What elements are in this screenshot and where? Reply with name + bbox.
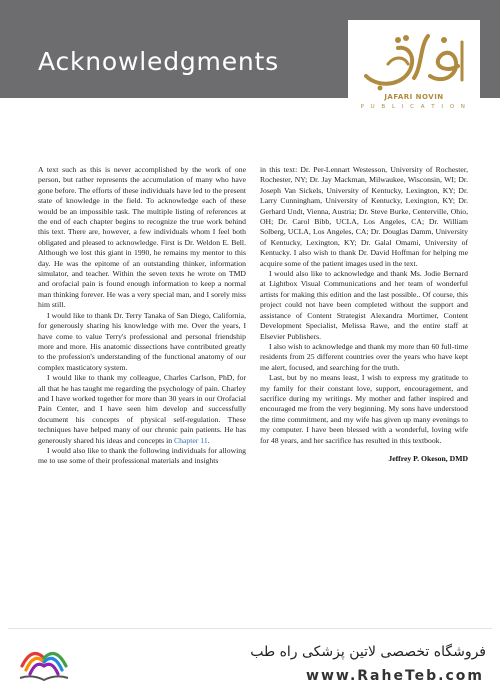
paragraph: I would also like to acknowledge and thank Ms. Jodie Bernard at Lightbox Visual Communications and her team of wonderful artists for making this edition and the last possible.. Of course, this project could not have been completed without the support and assistance of Content Strategist Alexandra Mortimer, Content Development Specialist, Melissa Rawe, and the entire staff at Elsevier Publishers.	[260, 269, 468, 341]
footer-banner	[0, 622, 500, 700]
paragraph: I would like to thank Dr. Terry Tanaka of San Diego, California, for generously sharing his knowledge with me. Over the years, I have come to value Terry's professional and personal friendship more and more. His anatomic dissections have contributed greatly to the profession's understanding of the functional anatomy of our complex masticatory system.	[38, 310, 246, 372]
paragraph: in this text: Dr. Per-Lennart Westesson, University of Rochester, Rochester, NY; Dr. Jay Mackman, Milwaukee, Wisconsin, WI; Dr. Joseph Van Sickels, University of Kentucky, Lexington, KY; Dr. Larry Cunningham, University of Kentucky, Lexington, KY; Dr. Gerhard Undt, Vienna, Austria; Dr. Steve Burke, Centerville, Ohio, OH; Dr. Carol Bibb, UCLA, Los Angeles, CA; Dr. William Solberg, UCLA, Los Angeles, CA; Dr. Douglas Damm, University of Kentucky, Lexington, KY; Dr. Galal Omami, University of Kentucky. I also wish to thank Dr. David Hoffman for helping me acquire some of the patient images used in the text.	[260, 165, 468, 268]
paragraph: I also wish to acknowledge and thank my more than 60 full-time residents from 25 different countries over the years who have kept me alert, focused, and searching for the truth.	[260, 341, 468, 372]
right-column	[260, 165, 468, 467]
chapter-link[interactable]: Chapter 11	[174, 435, 208, 445]
author-signature: Jeffrey P. Okeson, DMD	[388, 453, 468, 463]
open-book-rainbow-icon	[14, 636, 74, 688]
footer-divider	[8, 628, 492, 629]
paragraph: I would like to thank my colleague, Charles Carlson, PhD, for all that he has taught me regarding the psychology of pain. Charley and I have worked together for more than 30 years in our Orofacial Pain Center, and I have seen him develop and successfully document his concepts of physical self-regulation. These techniques have helped many of our chronic pain patients. He has generously shared his ideas and concepts in Chapter 11.	[38, 373, 246, 445]
left-column	[38, 165, 246, 467]
paragraph: I would also like to thank the following individuals for allowing me to use some of their professional materials and insights	[38, 445, 246, 466]
store-url[interactable]: www.RaheTeb.com	[306, 668, 484, 684]
paragraph: Last, but by no means least, I wish to express my gratitude to my family for their constant love, support, encouragement, and sacrifice during my writings. My mother and father inspired and encouraged me from the very beginning. My sons have understood the time commitment, and my wife has given up many evenings to my computer. I have been blessed with a wonderful, loving wife for 48 years, and her sacrifice has resulted in this textbook.	[260, 373, 468, 445]
paragraph-text: I would like to thank my colleague, Charles Carlson, PhD, for all that he has taught me regarding the psychology of pain. Charley and I have worked together for more than 30 years in our Orofacial Pain Center, and I have seen him develop and successfully document his concepts of physical self-regulation. These techniques have helped many of our chronic pain patients. He has generously shared his ideas and concepts in	[38, 373, 246, 445]
publisher-logo	[348, 20, 480, 122]
jafari-novin-calligraphy-logo-icon	[358, 26, 470, 92]
publisher-name: JAFARI NOVIN	[384, 93, 444, 101]
page-title: Acknowledgments	[38, 47, 279, 76]
paragraph: A text such as this is never accomplished by the work of one person, but rather represents the accumulation of many who have gone before. The efforts of these individuals have led to the present state of knowledge in the field. To acknowledge each of these would be an impossible task. The multiple listing of references at the end of each chapter begins to recognize the true work behind this text. There are, however, a few individuals whom I feel both obligated and pleased to acknowledge. First is Dr. Weldon E. Bell. Although we lost this giant in 1990, he remains my mentor to this day. He was the epitome of an outstanding thinker, information simulator, and teacher. Within the seven texts he wrote on TMD and orofacial pain is found enough information to keep a normal man thinking forever. He was a very special man, and I sorely miss him still.	[38, 165, 246, 310]
body-columns	[38, 165, 468, 467]
publisher-tagline: P U B L I C A T I O N	[360, 104, 468, 110]
store-name: فروشگاه تخصصی لاتین پزشکی راه طب	[250, 644, 486, 660]
